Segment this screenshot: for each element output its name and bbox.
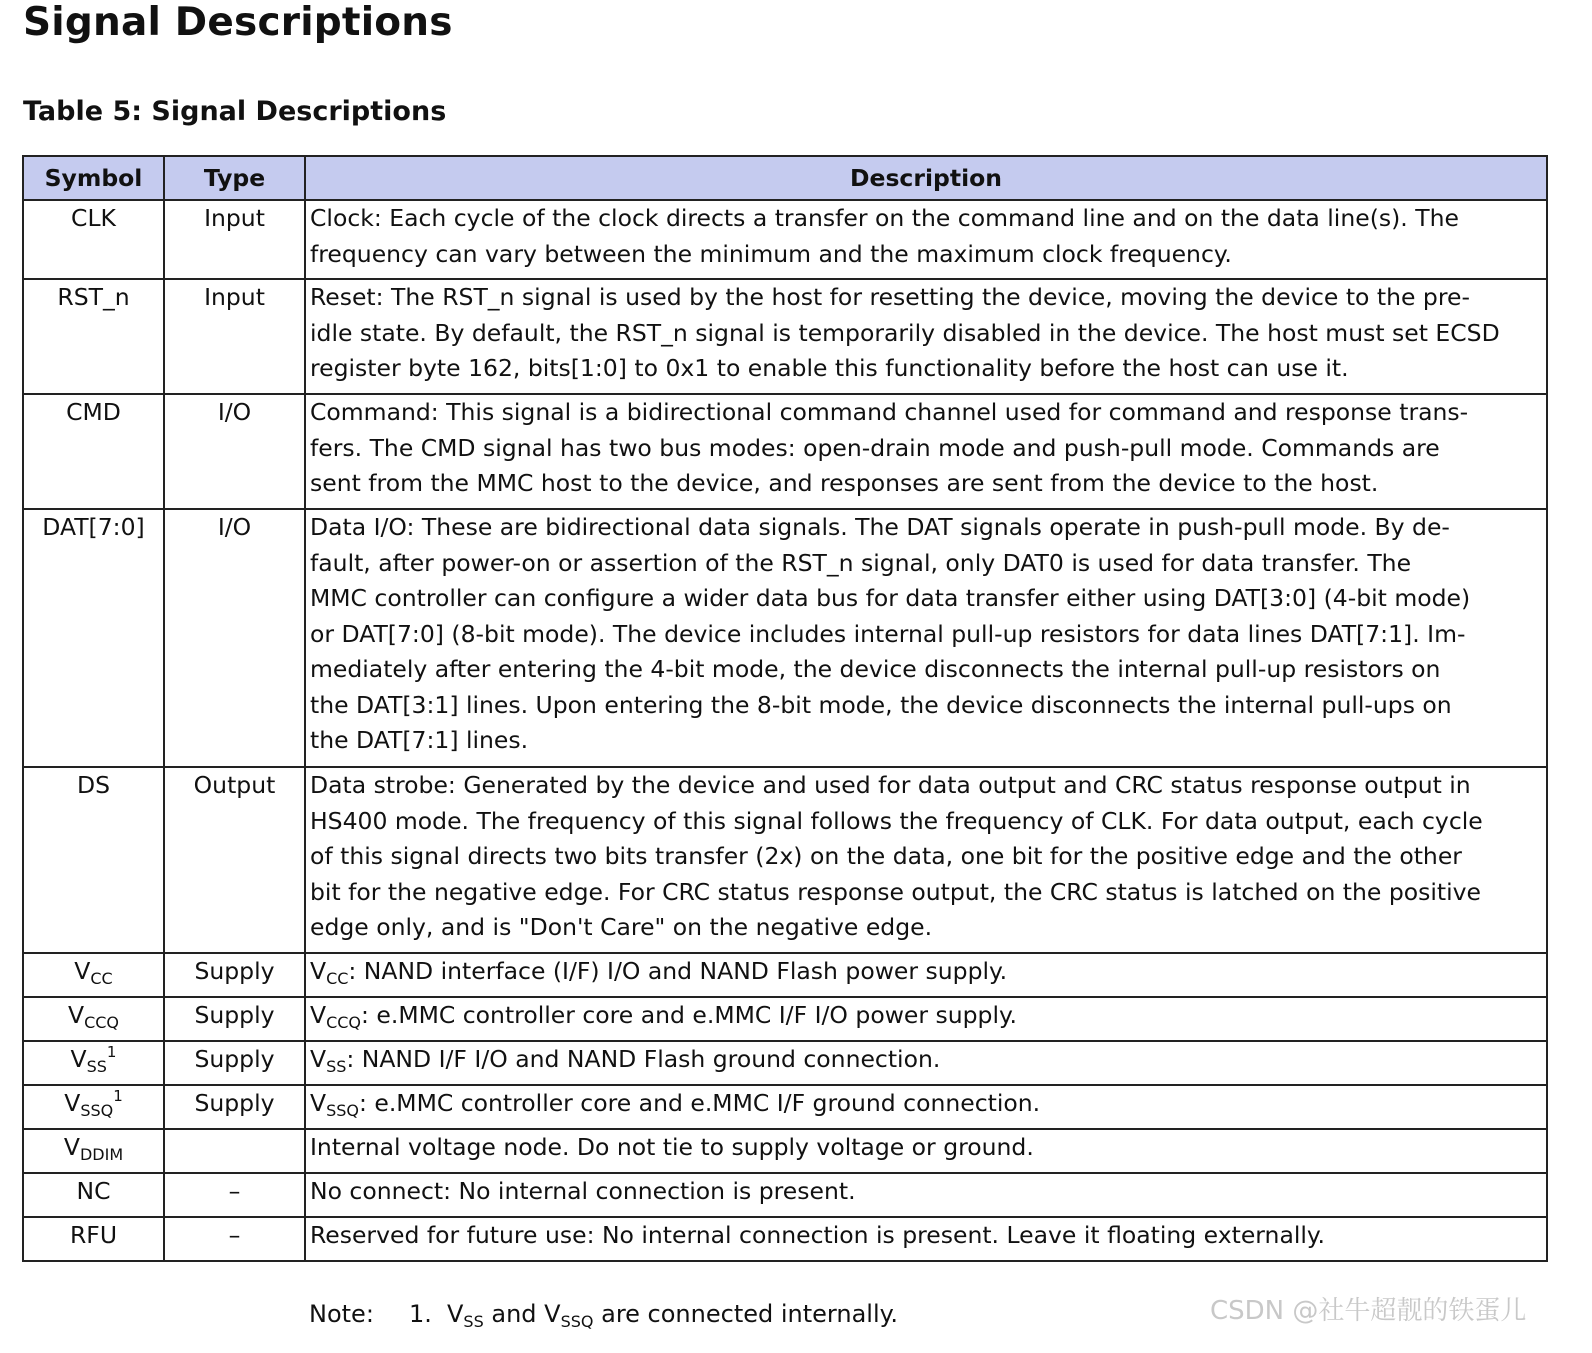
symbol-cell — [23, 953, 164, 997]
symbol-cell: RFU — [23, 1217, 164, 1261]
description-cell — [305, 1041, 1547, 1085]
symbol-subscript: SSQ — [80, 1101, 114, 1120]
table-note — [309, 1296, 898, 1332]
desc-subscript: CC — [326, 969, 349, 988]
desc-subscript: SSQ — [326, 1101, 359, 1120]
note-rest: are connected internally. — [593, 1300, 899, 1328]
symbol-subscript: SS — [86, 1057, 107, 1076]
table-row — [23, 1217, 1547, 1261]
table-row — [23, 200, 1547, 279]
note-label: Note: — [309, 1300, 374, 1328]
table-row — [23, 997, 1547, 1041]
description-cell: Clock: Each cycle of the clock directs a transfer on the command line and on the data line(s). The frequency can vary between the minimum and the maximum clock frequency. — [305, 200, 1547, 279]
page-title: Signal Descriptions — [23, 0, 453, 45]
type-cell: – — [164, 1173, 305, 1217]
note-v1-subscript: SS — [463, 1312, 484, 1331]
note-v2-main: V — [544, 1300, 561, 1328]
symbol-main: V — [74, 957, 91, 985]
description-cell: Data strobe: Generated by the device and used for data output and CRC status response output in HS400 mode. The frequency of this signal follows the frequency of CLK. For data output, each cycle of this signal directs two bits transfer (2x) on the data, one bit for the positive edge and the other bit for the negative edge. For CRC status response output, the CRC status is latched on the positive edge only, and is "Don't Care" on the negative edge. — [305, 767, 1547, 953]
description-cell: Internal voltage node. Do not tie to supply voltage or ground. — [305, 1129, 1547, 1173]
desc-subscript: SS — [326, 1057, 347, 1076]
table-header-row — [23, 156, 1547, 200]
desc-main: V — [310, 1089, 327, 1117]
description-cell — [305, 997, 1547, 1041]
description-cell: No connect: No internal connection is present. — [305, 1173, 1547, 1217]
note-number: 1. — [409, 1300, 432, 1328]
desc-main: V — [310, 957, 327, 985]
header-symbol: Symbol — [23, 156, 164, 200]
desc-subscript: CCQ — [326, 1013, 362, 1032]
footnote-marker: 1 — [113, 1087, 123, 1105]
description-cell — [305, 1085, 1547, 1129]
table-row — [23, 1129, 1547, 1173]
desc-rest: : NAND I/F I/O and NAND Flash ground connection. — [346, 1045, 941, 1073]
desc-main: V — [310, 1045, 327, 1073]
symbol-main: V — [64, 1089, 81, 1117]
symbol-main: V — [63, 1133, 80, 1161]
type-cell: Output — [164, 767, 305, 953]
type-cell: I/O — [164, 394, 305, 509]
type-cell: I/O — [164, 509, 305, 767]
table-row — [23, 394, 1547, 509]
type-cell: Supply — [164, 997, 305, 1041]
table-row — [23, 1041, 1547, 1085]
symbol-cell — [23, 1129, 164, 1173]
symbol-main: V — [70, 1045, 87, 1073]
symbol-cell — [23, 1041, 164, 1085]
table-row — [23, 1085, 1547, 1129]
signal-descriptions-table — [22, 155, 1548, 1262]
symbol-main: V — [67, 1001, 85, 1029]
desc-rest: : e.MMC controller core and e.MMC I/F ground connection. — [358, 1089, 1041, 1117]
type-cell: Supply — [164, 1041, 305, 1085]
description-cell — [305, 953, 1547, 997]
desc-rest: : e.MMC controller core and e.MMC I/F I/O power supply. — [361, 1001, 1018, 1029]
note-v2-subscript: SSQ — [560, 1312, 594, 1331]
symbol-cell: NC — [23, 1173, 164, 1217]
symbol-cell — [23, 1085, 164, 1129]
table-row — [23, 279, 1547, 394]
watermark: CSDN @社牛超靓的铁蛋儿 — [1210, 1296, 1527, 1326]
symbol-cell: DAT[7:0] — [23, 509, 164, 767]
symbol-subscript: DDIM — [79, 1145, 124, 1164]
header-type: Type — [164, 156, 305, 200]
symbol-subscript: CCQ — [84, 1013, 119, 1032]
type-cell: – — [164, 1217, 305, 1261]
symbol-cell: DS — [23, 767, 164, 953]
description-cell: Data I/O: These are bidirectional data signals. The DAT signals operate in push-pull mode. By de- fault, after power-on or assertion of the RST_n signal, only DAT0 is used for data transfer. The MMC controller can configure a wider data bus for data transfer either using DAT[3:0] (4-bit mode) or DAT[7:0] (8-bit mode). The device includes internal pull-up resistors for data lines DAT[7:1]. Im- mediately after entering the 4-bit mode, the device disconnects the internal pull-up resistors on the DAT[3:1] lines. Upon entering the 8-bit mode, the device disconnects the internal pull-ups on the DAT[7:1] lines. — [305, 509, 1547, 767]
symbol-cell: RST_n — [23, 279, 164, 394]
type-cell — [164, 1129, 305, 1173]
description-cell: Reset: The RST_n signal is used by the host for resetting the device, moving the device to the pre- idle state. By default, the RST_n signal is temporarily disabled in the device. The host must set ECSD register byte 162, bits[1:0] to 0x1 to enable this functionality before the host can use it. — [305, 279, 1547, 394]
table-caption: Table 5: Signal Descriptions — [23, 96, 447, 127]
type-cell: Input — [164, 200, 305, 279]
type-cell: Input — [164, 279, 305, 394]
type-cell: Supply — [164, 1085, 305, 1129]
header-description: Description — [305, 156, 1547, 200]
table-row — [23, 1173, 1547, 1217]
footnote-marker: 1 — [106, 1043, 117, 1061]
symbol-cell — [23, 997, 164, 1041]
symbol-cell: CMD — [23, 394, 164, 509]
symbol-cell: CLK — [23, 200, 164, 279]
description-cell: Command: This signal is a bidirectional command channel used for command and response trans- fers. The CMD signal has two bus modes: open-drain mode and push-pull mode. Commands are sent from the MMC host to the device, and responses are sent from the device to the host. — [305, 394, 1547, 509]
table-row — [23, 509, 1547, 767]
description-cell: Reserved for future use: No internal connection is present. Leave it floating externally. — [305, 1217, 1547, 1261]
desc-rest: : NAND interface (I/F) I/O and NAND Flash power supply. — [348, 957, 1008, 985]
desc-main: V — [310, 1001, 327, 1029]
table-row — [23, 767, 1547, 953]
note-v1-main: V — [447, 1300, 464, 1328]
type-cell: Supply — [164, 953, 305, 997]
symbol-subscript: CC — [90, 969, 113, 988]
table-row — [23, 953, 1547, 997]
note-middle: and — [483, 1300, 545, 1328]
